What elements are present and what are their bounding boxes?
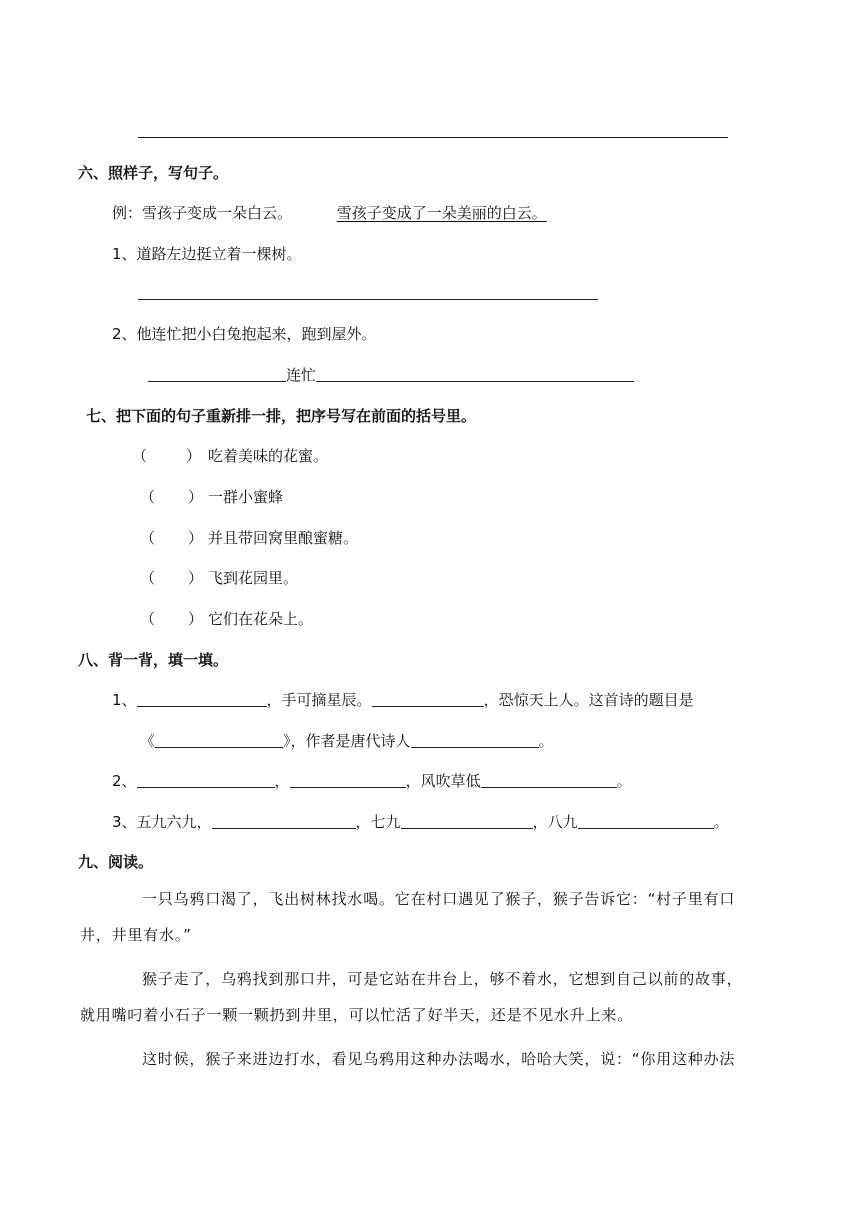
- s8-q1-text-a: ，手可摘星辰。: [266, 691, 372, 709]
- s8-q2-text-a: ，: [274, 772, 290, 790]
- s8-q1-blank-2[interactable]: [372, 691, 484, 707]
- s8-q2-blank-3[interactable]: [481, 772, 617, 788]
- reading-paragraph-3: [80, 1041, 785, 1077]
- s8-question-3: [112, 811, 729, 832]
- s8-q3-blank-2[interactable]: [401, 813, 533, 829]
- s7-item-text: 飞到花园里。: [208, 569, 299, 587]
- s6-q2-answer: [148, 364, 634, 385]
- s8-q2-blank-2[interactable]: [290, 772, 406, 788]
- reading-paragraph-2: [80, 961, 785, 1033]
- s8-q1-text-b: ，恐惊天上人。这首诗的题目是: [483, 691, 694, 709]
- s7-close-bracket: ）: [186, 447, 202, 465]
- s8-q1-end: 。: [538, 732, 554, 750]
- section-7-title: 七、把下面的句子重新排一排，把序号写在前面的括号里。: [86, 407, 477, 425]
- answer-line-top[interactable]: [138, 137, 728, 138]
- s7-close-bracket: ）: [188, 529, 204, 547]
- s8-q2-end: 。: [616, 772, 632, 790]
- s7-answer-slot[interactable]: [160, 608, 190, 626]
- s6-question-2: 2、他连忙把小白兔抱起来，跑到屋外。: [112, 325, 377, 343]
- s8-q1-blank-poet[interactable]: [411, 732, 539, 748]
- s7-open-bracket: （: [140, 569, 156, 587]
- s8-q3-text-b: ，八九: [532, 813, 578, 831]
- s8-q3-blank-3[interactable]: [578, 813, 714, 829]
- s6-q2-word: 连忙: [286, 366, 317, 384]
- s7-item-text: 它们在花朵上。: [208, 610, 314, 628]
- s8-q1-title-open: 《: [140, 732, 156, 750]
- section-9-title: 九、阅读。: [78, 853, 154, 871]
- s7-answer-slot[interactable]: [160, 486, 190, 504]
- s8-q2-num: 2、: [112, 772, 137, 790]
- example-prefix: 例：雪孩子变成一朵白云。: [112, 204, 293, 222]
- s7-answer-slot[interactable]: [160, 567, 190, 585]
- reading-p1-line-2: 井，井里有水。”: [80, 926, 192, 944]
- s7-answer-slot[interactable]: [152, 445, 188, 463]
- s7-open-bracket: （: [140, 529, 156, 547]
- s8-q1-num: 1、: [112, 691, 137, 709]
- reading-p2-line-2: 就用嘴叼着小石子一颗一颗扔到井里，可以忙活了好半天，还是不见水升上来。: [80, 1006, 634, 1024]
- s8-q2-blank-1[interactable]: [137, 772, 275, 788]
- example-line: [112, 202, 547, 223]
- reading-p3-line-1: 这时候，猴子来进边打水，看见乌鸦用这种办法喝水，哈哈大笑，说：“你用这种办法: [142, 1050, 736, 1068]
- s6-q2-blank-2[interactable]: [316, 366, 634, 382]
- s8-question-1-line-2: [140, 730, 554, 751]
- section-6-title: 六、照样子，写句子。: [78, 164, 229, 182]
- s8-question-1-line-1: [112, 689, 694, 710]
- example-answer: 雪孩子变成了一朵美丽的白云。: [336, 204, 547, 222]
- s7-close-bracket: ）: [188, 610, 204, 628]
- s7-close-bracket: ）: [188, 488, 204, 506]
- s8-q3-num: 3、五九六九，: [112, 813, 212, 831]
- s6-q1-answer-line[interactable]: [138, 299, 598, 300]
- s8-q3-text-a: ，七九: [355, 813, 401, 831]
- s8-q2-text-b: ，风吹草低: [405, 772, 481, 790]
- section-8-title: 八、背一背，填一填。: [78, 651, 229, 669]
- s7-open-bracket: （: [140, 488, 156, 506]
- s8-q3-blank-1[interactable]: [212, 813, 356, 829]
- s8-q3-end: 。: [713, 813, 729, 831]
- s8-q1-title-close: 》，作者是唐代诗人: [283, 732, 411, 750]
- s8-q1-blank-1[interactable]: [137, 691, 267, 707]
- s6-q2-blank-1[interactable]: [148, 366, 286, 382]
- reading-paragraph-1: [80, 881, 785, 953]
- s7-open-bracket: （: [132, 447, 148, 465]
- s7-item-text: 吃着美味的花蜜。: [208, 447, 329, 465]
- s7-item-text: 并且带回窝里酿蜜糖。: [208, 529, 359, 547]
- reading-p1-line-1: 一只乌鸦口渴了，飞出树林找水喝。它在村口遇见了猴子，猴子告诉它：“村子里有口: [142, 890, 736, 908]
- s7-answer-slot[interactable]: [160, 527, 190, 545]
- s7-open-bracket: （: [140, 610, 156, 628]
- reading-p2-line-1: 猴子走了，乌鸦找到那口井，可是它站在井台上，够不着水，它想到自己以前的故事，: [142, 970, 743, 988]
- s7-item-text: 一群小蜜蜂: [208, 488, 284, 506]
- s8-q1-blank-title[interactable]: [155, 732, 283, 748]
- s7-close-bracket: ）: [188, 569, 204, 587]
- s6-question-1: 1、道路左边挺立着一棵树。: [112, 245, 302, 263]
- s8-question-2: [112, 770, 632, 791]
